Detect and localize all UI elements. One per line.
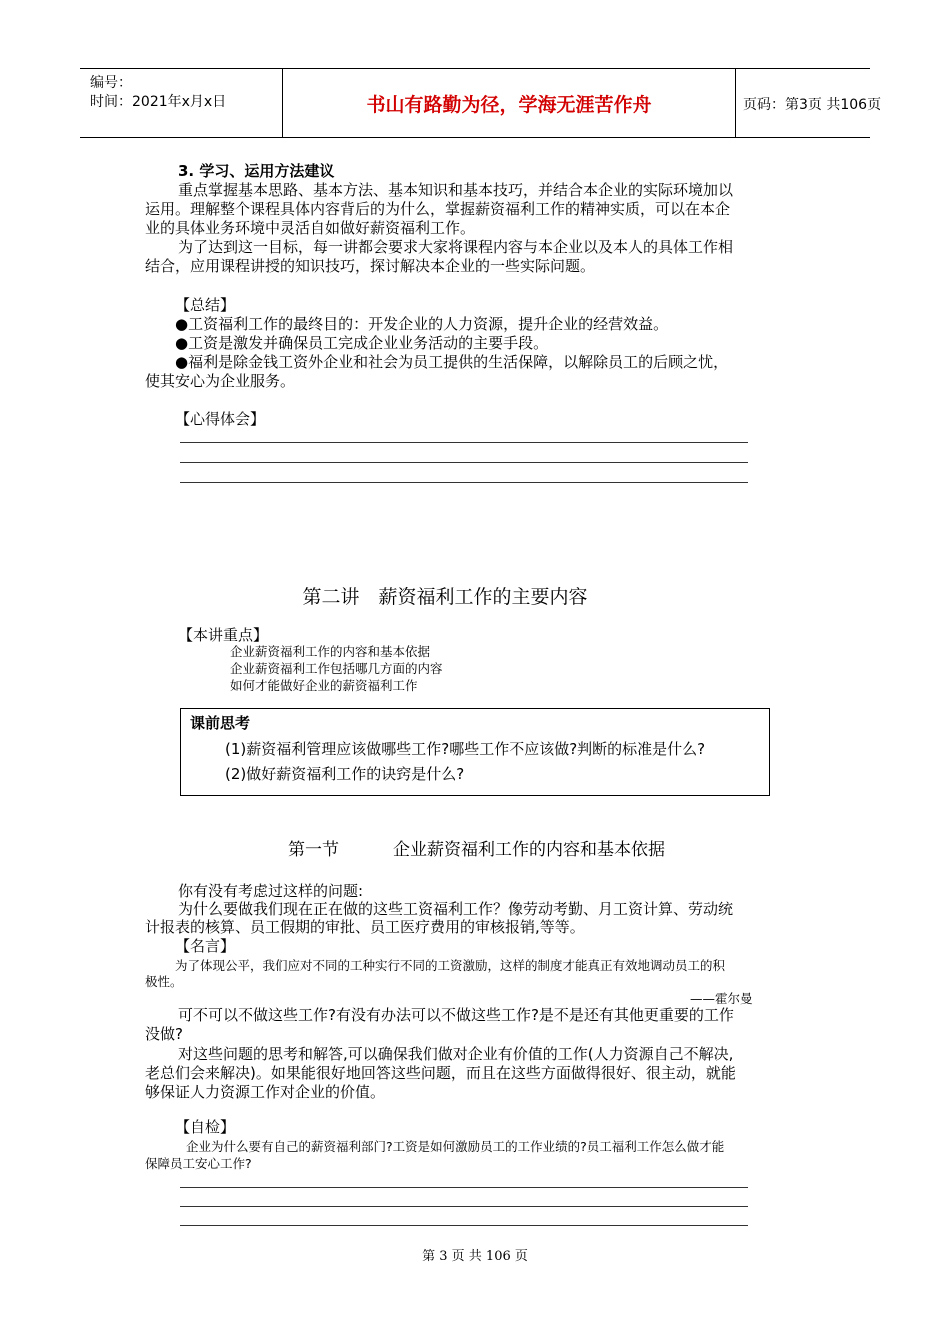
header-motto-cell: [282, 69, 736, 137]
prethink-box: [180, 708, 770, 796]
paragraph-line: 结合，应用课程讲授的知识技巧，探讨解决本企业的一些实际问题。: [145, 257, 596, 275]
paragraph-line: 重点掌握基本思路、基本方法、基本知识和基本技巧，并结合本企业的实际环境加以: [178, 181, 734, 199]
motto: 书山有路勤为径，学海无涯苦作舟: [366, 94, 652, 116]
paragraph-line: 为什么要做我们现在正在做的这些工资福利工作？像劳动考勤、月工资计算、劳动统: [178, 900, 734, 918]
focus-label: 【本讲重点】: [178, 626, 269, 644]
writing-line: [180, 1225, 748, 1226]
paragraph-line: 为了达到这一目标，每一讲都会要求大家将课程内容与本企业以及本人的具体工作相: [178, 238, 734, 256]
prethink-title: 课前思考: [190, 714, 251, 732]
quote-author: ——霍尔曼: [690, 991, 753, 1006]
quote-line: 为了体现公平，我们应对不同的工种实行不同的工资激励，这样的制度才能真正有效地调动员工的积: [175, 958, 726, 973]
time-label: 时间：2021年x月x日: [90, 94, 227, 110]
prethink-question: (2)做好薪资福利工作的诀窍是什么?: [225, 765, 465, 783]
summary-item: 使其安心为企业服务。: [145, 372, 296, 390]
writing-line: [180, 1187, 748, 1188]
selfcheck-line: 保障员工安心工作?: [145, 1156, 252, 1171]
section-heading: 3. 学习、运用方法建议: [178, 162, 335, 180]
header-right-cell: [735, 69, 882, 137]
paragraph-line: 对这些问题的思考和解答,可以确保我们做对企业有价值的工作(人力资源自己不解决,: [178, 1045, 734, 1063]
writing-line: [180, 482, 748, 483]
page-number-footer: 第 3 页 共 106 页: [422, 1249, 528, 1264]
selfcheck-label: 【自检】: [175, 1118, 236, 1136]
number-label: 编号：: [90, 75, 132, 91]
summary-item: ●福利是除金钱工资外企业和社会为员工提供的生活保障，以解除员工的后顾之忧，: [175, 353, 729, 371]
lecture-title: 第二讲 薪资福利工作的主要内容: [302, 586, 588, 608]
paragraph-line: 你有没有考虑过这样的问题:: [178, 882, 364, 900]
focus-item: 企业薪资福利工作的内容和基本依据: [230, 644, 431, 659]
quote-label: 【名言】: [175, 937, 236, 955]
paragraph-line: 够保证人力资源工作对企业的价值。: [145, 1083, 386, 1101]
focus-item: 企业薪资福利工作包括哪几方面的内容: [230, 661, 443, 676]
page-header: [80, 68, 882, 138]
quote-line: 极性。: [145, 974, 183, 989]
paragraph-line: 老总们会来解决)。如果能很好地回答这些问题，而且在这些方面做得很好、很主动，就能: [145, 1064, 736, 1082]
focus-item: 如何才能做好企业的薪资福利工作: [230, 678, 418, 693]
page-info: 页码：第3页 共106页: [743, 97, 882, 113]
summary-item: ●工资是激发并确保员工完成企业业务活动的主要手段。: [175, 334, 549, 352]
selfcheck-line: 企业为什么要有自己的薪资福利部门?工资是如何激励员工的工作业绩的?员工福利工作怎么做才能: [186, 1139, 725, 1154]
writing-line: [180, 1206, 748, 1207]
reflection-label: 【心得体会】: [175, 410, 266, 428]
section-number: 第一节: [288, 840, 339, 860]
paragraph-line: 运用。理解整个课程具体内容背后的为什么，掌握薪资福利工作的精神实质，可以在本企: [145, 200, 731, 218]
header-left-cell: [80, 69, 282, 137]
section-title: 企业薪资福利工作的内容和基本依据: [393, 840, 665, 860]
paragraph-line: 没做?: [145, 1025, 183, 1043]
writing-line: [180, 462, 748, 463]
writing-line: [180, 442, 748, 443]
paragraph-line: 业的具体业务环境中灵活自如做好薪资福利工作。: [145, 219, 476, 237]
summary-item: ●工资福利工作的最终目的：开发企业的人力资源，提升企业的经营效益。: [175, 315, 669, 333]
summary-label: 【总结】: [175, 296, 236, 314]
prethink-question: (1)薪资福利管理应该做哪些工作?哪些工作不应该做?判断的标准是什么?: [225, 740, 706, 758]
paragraph-line: 计报表的核算、员工假期的审批、员工医疗费用的审核报销,等等。: [145, 918, 585, 936]
paragraph-line: 可不可以不做这些工作?有没有办法可以不做这些工作?是不是还有其他更重要的工作: [178, 1006, 734, 1024]
